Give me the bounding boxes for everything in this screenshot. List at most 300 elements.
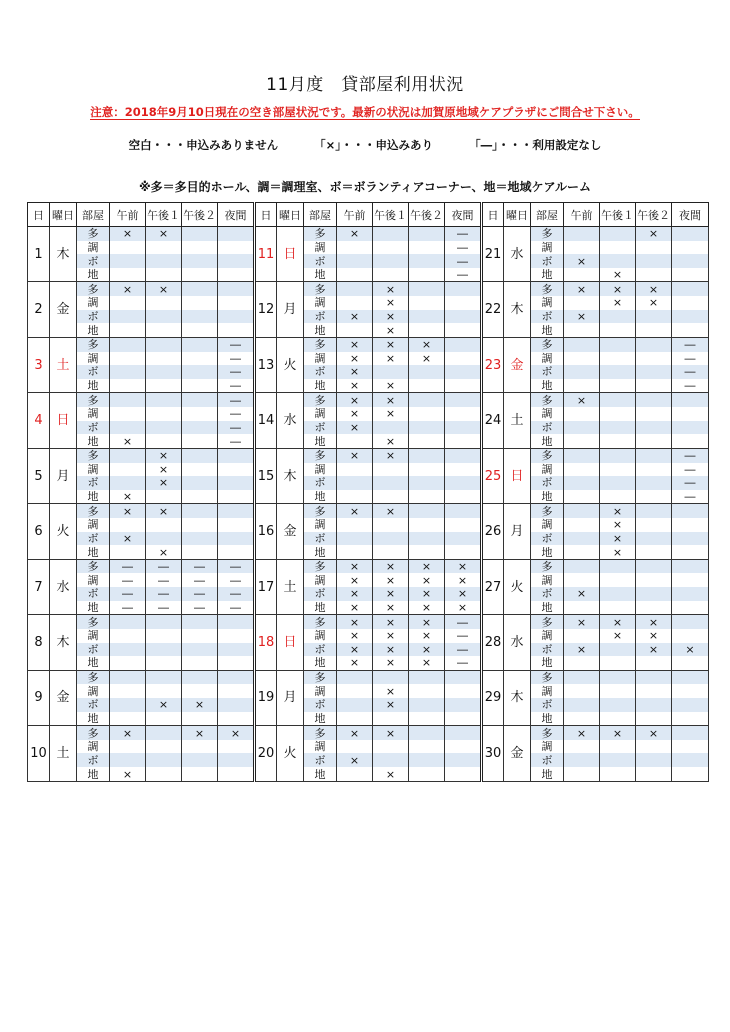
slot-night: ― bbox=[218, 573, 255, 587]
slot-afternoon-1 bbox=[146, 670, 182, 684]
header-afternoon-1: 午後１ bbox=[373, 203, 409, 227]
slot-night bbox=[218, 545, 255, 559]
room-label: 調 bbox=[77, 740, 110, 754]
room-label: ボ bbox=[531, 587, 564, 601]
slot-afternoon-1: × bbox=[373, 656, 409, 670]
room-label: ボ bbox=[531, 698, 564, 712]
slot-night bbox=[672, 615, 709, 629]
slot-afternoon-2 bbox=[409, 740, 445, 754]
table-row bbox=[28, 421, 709, 435]
room-label: 地 bbox=[77, 268, 110, 282]
slot-night: × bbox=[445, 573, 482, 587]
slot-afternoon-2 bbox=[182, 352, 218, 366]
slot-afternoon-2 bbox=[182, 629, 218, 643]
slot-morning bbox=[110, 310, 146, 324]
slot-night bbox=[672, 434, 709, 448]
weekday: 日 bbox=[277, 615, 304, 670]
slot-night bbox=[672, 296, 709, 310]
slot-night bbox=[672, 518, 709, 532]
slot-morning bbox=[564, 296, 600, 310]
slot-night bbox=[672, 323, 709, 337]
slot-afternoon-2: × bbox=[409, 559, 445, 573]
slot-morning: × bbox=[564, 393, 600, 407]
slot-afternoon-2 bbox=[636, 421, 672, 435]
slot-night bbox=[445, 767, 482, 781]
slot-afternoon-2 bbox=[409, 490, 445, 504]
slot-night bbox=[672, 227, 709, 241]
room-label: 地 bbox=[77, 656, 110, 670]
room-label: 地 bbox=[304, 323, 337, 337]
room-label: ボ bbox=[531, 476, 564, 490]
room-label: 調 bbox=[531, 241, 564, 255]
slot-morning bbox=[564, 490, 600, 504]
room-label: 調 bbox=[304, 740, 337, 754]
day-number: 4 bbox=[28, 393, 50, 448]
slot-night: ― bbox=[218, 601, 255, 615]
slot-night bbox=[218, 643, 255, 657]
slot-night bbox=[445, 352, 482, 366]
slot-night: ― bbox=[218, 365, 255, 379]
slot-night: × bbox=[445, 559, 482, 573]
room-label: 調 bbox=[531, 463, 564, 477]
slot-afternoon-1 bbox=[146, 407, 182, 421]
slot-afternoon-2 bbox=[409, 365, 445, 379]
room-label: 調 bbox=[304, 518, 337, 532]
day-number: 9 bbox=[28, 670, 50, 725]
slot-night bbox=[672, 532, 709, 546]
slot-night bbox=[672, 407, 709, 421]
slot-afternoon-1 bbox=[146, 365, 182, 379]
slot-afternoon-1 bbox=[600, 643, 636, 657]
slot-afternoon-1: × bbox=[373, 643, 409, 657]
slot-afternoon-2: ― bbox=[182, 573, 218, 587]
day-number: 20 bbox=[255, 726, 277, 782]
slot-afternoon-1 bbox=[373, 670, 409, 684]
slot-morning bbox=[110, 643, 146, 657]
slot-night bbox=[672, 254, 709, 268]
slot-afternoon-2 bbox=[636, 670, 672, 684]
slot-afternoon-1 bbox=[146, 615, 182, 629]
slot-night bbox=[445, 712, 482, 726]
slot-morning: × bbox=[337, 601, 373, 615]
slot-night bbox=[445, 532, 482, 546]
slot-morning bbox=[110, 268, 146, 282]
slot-morning: × bbox=[110, 434, 146, 448]
slot-night: ― bbox=[445, 241, 482, 255]
slot-morning: × bbox=[110, 726, 146, 740]
slot-night bbox=[218, 753, 255, 767]
room-label: ボ bbox=[304, 587, 337, 601]
slot-afternoon-1: × bbox=[373, 407, 409, 421]
slot-night: × bbox=[672, 643, 709, 657]
room-label: 多 bbox=[77, 726, 110, 740]
slot-morning bbox=[564, 227, 600, 241]
slot-night bbox=[218, 227, 255, 241]
slot-afternoon-2: × bbox=[636, 643, 672, 657]
slot-afternoon-2 bbox=[636, 393, 672, 407]
slot-afternoon-1: × bbox=[600, 268, 636, 282]
slot-night bbox=[445, 407, 482, 421]
slot-afternoon-1: × bbox=[373, 601, 409, 615]
slot-night bbox=[218, 684, 255, 698]
slot-night: × bbox=[218, 726, 255, 740]
slot-afternoon-1: ― bbox=[146, 601, 182, 615]
slot-afternoon-2 bbox=[182, 643, 218, 657]
slot-morning: × bbox=[337, 227, 373, 241]
header-morning: 午前 bbox=[337, 203, 373, 227]
slot-morning bbox=[564, 434, 600, 448]
slot-afternoon-1 bbox=[146, 490, 182, 504]
slot-morning: × bbox=[564, 282, 600, 296]
room-label: 調 bbox=[531, 740, 564, 754]
room-label: 多 bbox=[531, 726, 564, 740]
slot-afternoon-1 bbox=[146, 726, 182, 740]
slot-afternoon-2: × bbox=[409, 352, 445, 366]
room-label: 地 bbox=[531, 490, 564, 504]
table-row bbox=[28, 698, 709, 712]
slot-night bbox=[445, 434, 482, 448]
slot-afternoon-1 bbox=[146, 684, 182, 698]
slot-afternoon-1 bbox=[600, 310, 636, 324]
room-label: 調 bbox=[77, 518, 110, 532]
weekday: 月 bbox=[50, 448, 77, 503]
room-label: 多 bbox=[531, 282, 564, 296]
room-label: ボ bbox=[304, 254, 337, 268]
slot-morning: × bbox=[337, 379, 373, 393]
slot-morning: × bbox=[337, 448, 373, 462]
slot-afternoon-1: × bbox=[373, 573, 409, 587]
slot-afternoon-1: × bbox=[146, 227, 182, 241]
room-label: 多 bbox=[77, 393, 110, 407]
slot-morning: ― bbox=[110, 559, 146, 573]
slot-night bbox=[672, 310, 709, 324]
slot-night: ― bbox=[218, 559, 255, 573]
room-label: ボ bbox=[304, 753, 337, 767]
slot-afternoon-2: × bbox=[409, 656, 445, 670]
slot-afternoon-2 bbox=[636, 545, 672, 559]
slot-morning bbox=[564, 365, 600, 379]
header-weekday: 曜日 bbox=[277, 203, 304, 227]
room-label: 多 bbox=[77, 282, 110, 296]
slot-afternoon-2 bbox=[409, 712, 445, 726]
slot-morning bbox=[564, 698, 600, 712]
table-row bbox=[28, 282, 709, 296]
slot-afternoon-2 bbox=[636, 559, 672, 573]
room-label: 地 bbox=[304, 545, 337, 559]
slot-afternoon-2 bbox=[636, 379, 672, 393]
slot-morning: × bbox=[337, 629, 373, 643]
slot-afternoon-2 bbox=[409, 323, 445, 337]
slot-afternoon-2 bbox=[409, 282, 445, 296]
table-row bbox=[28, 296, 709, 310]
slot-night bbox=[218, 656, 255, 670]
room-label: 地 bbox=[304, 601, 337, 615]
room-label: 調 bbox=[304, 684, 337, 698]
day-number: 29 bbox=[482, 670, 504, 725]
weekday: 火 bbox=[504, 559, 531, 614]
table-row bbox=[28, 587, 709, 601]
room-label: ボ bbox=[531, 310, 564, 324]
slot-morning bbox=[110, 740, 146, 754]
slot-afternoon-2: ― bbox=[182, 587, 218, 601]
slot-night: ― bbox=[445, 643, 482, 657]
slot-afternoon-2: × bbox=[409, 573, 445, 587]
slot-afternoon-1 bbox=[600, 241, 636, 255]
slot-night bbox=[672, 753, 709, 767]
slot-morning: × bbox=[337, 726, 373, 740]
slot-night bbox=[445, 296, 482, 310]
slot-morning: × bbox=[564, 726, 600, 740]
slot-morning bbox=[110, 629, 146, 643]
weekday: 水 bbox=[504, 615, 531, 670]
slot-morning bbox=[337, 518, 373, 532]
slot-afternoon-1 bbox=[600, 601, 636, 615]
slot-morning: × bbox=[337, 656, 373, 670]
slot-morning: × bbox=[110, 532, 146, 546]
header-weekday: 曜日 bbox=[504, 203, 531, 227]
slot-night bbox=[672, 573, 709, 587]
table-row bbox=[28, 241, 709, 255]
slot-night bbox=[445, 448, 482, 462]
room-label: 地 bbox=[531, 323, 564, 337]
slot-afternoon-2 bbox=[182, 227, 218, 241]
day-number: 25 bbox=[482, 448, 504, 503]
slot-morning: ― bbox=[110, 601, 146, 615]
slot-afternoon-2: × bbox=[636, 227, 672, 241]
slot-night bbox=[672, 545, 709, 559]
day-number: 2 bbox=[28, 282, 50, 337]
slot-afternoon-1: × bbox=[600, 504, 636, 518]
slot-night: ― bbox=[672, 490, 709, 504]
slot-afternoon-1 bbox=[146, 629, 182, 643]
slot-morning bbox=[564, 767, 600, 781]
slot-morning: × bbox=[337, 407, 373, 421]
day-number: 28 bbox=[482, 615, 504, 670]
room-label: ボ bbox=[531, 643, 564, 657]
slot-afternoon-1 bbox=[600, 573, 636, 587]
slot-morning: × bbox=[337, 352, 373, 366]
slot-afternoon-2 bbox=[636, 365, 672, 379]
slot-morning bbox=[337, 545, 373, 559]
slot-afternoon-2 bbox=[182, 296, 218, 310]
room-label: ボ bbox=[77, 476, 110, 490]
room-label: ボ bbox=[304, 532, 337, 546]
room-label: 地 bbox=[531, 268, 564, 282]
header-afternoon-2: 午後２ bbox=[409, 203, 445, 227]
slot-night bbox=[672, 740, 709, 754]
room-label: 地 bbox=[77, 601, 110, 615]
slot-morning: × bbox=[110, 490, 146, 504]
room-label: 調 bbox=[77, 241, 110, 255]
slot-afternoon-2: × bbox=[636, 296, 672, 310]
slot-night: ― bbox=[218, 434, 255, 448]
slot-morning bbox=[110, 421, 146, 435]
slot-night bbox=[218, 490, 255, 504]
room-label: 調 bbox=[77, 573, 110, 587]
slot-morning bbox=[564, 379, 600, 393]
room-label: 調 bbox=[531, 296, 564, 310]
slot-afternoon-2 bbox=[409, 227, 445, 241]
slot-afternoon-1 bbox=[146, 241, 182, 255]
slot-morning bbox=[110, 670, 146, 684]
slot-morning: × bbox=[337, 393, 373, 407]
slot-afternoon-1 bbox=[600, 490, 636, 504]
slot-night: ― bbox=[445, 629, 482, 643]
slot-morning bbox=[110, 241, 146, 255]
slot-afternoon-2 bbox=[409, 268, 445, 282]
slot-afternoon-1 bbox=[373, 545, 409, 559]
room-label: 多 bbox=[304, 448, 337, 462]
slot-morning bbox=[110, 518, 146, 532]
slot-afternoon-2 bbox=[182, 310, 218, 324]
header-afternoon-2: 午後２ bbox=[636, 203, 672, 227]
day-number: 18 bbox=[255, 615, 277, 670]
room-label: 調 bbox=[304, 629, 337, 643]
slot-afternoon-1 bbox=[373, 463, 409, 477]
weekday: 金 bbox=[504, 337, 531, 392]
day-number: 22 bbox=[482, 282, 504, 337]
room-label: ボ bbox=[77, 254, 110, 268]
room-label: 多 bbox=[77, 504, 110, 518]
slot-morning bbox=[564, 463, 600, 477]
slot-afternoon-2: × bbox=[409, 629, 445, 643]
slot-afternoon-2 bbox=[636, 740, 672, 754]
room-label: 多 bbox=[304, 670, 337, 684]
slot-afternoon-1: × bbox=[146, 504, 182, 518]
slot-afternoon-1 bbox=[146, 643, 182, 657]
slot-afternoon-1: ― bbox=[146, 587, 182, 601]
room-label: 調 bbox=[531, 629, 564, 643]
slot-afternoon-2 bbox=[409, 767, 445, 781]
slot-morning: × bbox=[337, 753, 373, 767]
slot-afternoon-2: × bbox=[409, 601, 445, 615]
slot-afternoon-1: × bbox=[373, 448, 409, 462]
slot-afternoon-2 bbox=[636, 352, 672, 366]
slot-afternoon-2 bbox=[636, 684, 672, 698]
slot-night bbox=[218, 268, 255, 282]
slot-morning: × bbox=[337, 573, 373, 587]
slot-afternoon-2 bbox=[409, 421, 445, 435]
slot-morning bbox=[564, 323, 600, 337]
day-number: 17 bbox=[255, 559, 277, 614]
day-number: 16 bbox=[255, 504, 277, 559]
room-label: ボ bbox=[77, 643, 110, 657]
slot-morning: ― bbox=[110, 573, 146, 587]
room-label: 多 bbox=[77, 670, 110, 684]
header-night: 夜間 bbox=[672, 203, 709, 227]
slot-night bbox=[218, 296, 255, 310]
day-number: 12 bbox=[255, 282, 277, 337]
slot-morning: × bbox=[337, 310, 373, 324]
room-label: 調 bbox=[77, 296, 110, 310]
slot-night bbox=[218, 282, 255, 296]
room-label: 調 bbox=[531, 352, 564, 366]
day-number: 13 bbox=[255, 337, 277, 392]
room-label: ボ bbox=[77, 532, 110, 546]
slot-night bbox=[672, 504, 709, 518]
availability-table bbox=[27, 202, 709, 782]
slot-night bbox=[445, 726, 482, 740]
page-title: 11月度 貸部屋利用状況 bbox=[266, 75, 464, 95]
slot-night: ― bbox=[445, 656, 482, 670]
slot-morning bbox=[564, 545, 600, 559]
room-label: 調 bbox=[304, 463, 337, 477]
slot-night bbox=[672, 282, 709, 296]
slot-afternoon-1 bbox=[373, 254, 409, 268]
table-row bbox=[28, 615, 709, 629]
weekday: 土 bbox=[504, 393, 531, 448]
slot-morning bbox=[337, 463, 373, 477]
slot-night bbox=[445, 753, 482, 767]
slot-afternoon-1 bbox=[146, 712, 182, 726]
table-row bbox=[28, 740, 709, 754]
notice-label: 注意：2018年9月10日現在の空き部屋状況です。最新の状況は加賀原地域ケアプラザにご問合せ下さい。 bbox=[90, 105, 640, 119]
slot-afternoon-2 bbox=[636, 767, 672, 781]
slot-afternoon-1: × bbox=[600, 545, 636, 559]
slot-afternoon-1 bbox=[146, 753, 182, 767]
slot-morning bbox=[337, 268, 373, 282]
slot-afternoon-1: × bbox=[146, 476, 182, 490]
table-row bbox=[28, 448, 709, 462]
slot-afternoon-1 bbox=[600, 463, 636, 477]
table-row bbox=[28, 268, 709, 282]
slot-morning: × bbox=[337, 504, 373, 518]
slot-morning bbox=[564, 448, 600, 462]
slot-afternoon-2 bbox=[636, 504, 672, 518]
table-row bbox=[28, 504, 709, 518]
slot-afternoon-1 bbox=[373, 241, 409, 255]
room-label: ボ bbox=[531, 365, 564, 379]
slot-afternoon-1: × bbox=[146, 463, 182, 477]
slot-night bbox=[672, 656, 709, 670]
slot-night: × bbox=[445, 587, 482, 601]
table-row bbox=[28, 434, 709, 448]
slot-afternoon-1 bbox=[373, 712, 409, 726]
slot-afternoon-2: × bbox=[409, 615, 445, 629]
weekday: 月 bbox=[277, 282, 304, 337]
table-row bbox=[28, 476, 709, 490]
slot-morning bbox=[337, 254, 373, 268]
slot-afternoon-2 bbox=[636, 490, 672, 504]
slot-night bbox=[218, 254, 255, 268]
slot-night bbox=[445, 379, 482, 393]
room-label: 調 bbox=[531, 573, 564, 587]
slot-night bbox=[672, 421, 709, 435]
room-label: 調 bbox=[77, 684, 110, 698]
slot-night bbox=[218, 476, 255, 490]
day-number: 14 bbox=[255, 393, 277, 448]
slot-afternoon-2 bbox=[182, 532, 218, 546]
slot-afternoon-2 bbox=[409, 504, 445, 518]
slot-afternoon-2 bbox=[182, 407, 218, 421]
slot-night bbox=[445, 545, 482, 559]
room-label: 多 bbox=[304, 282, 337, 296]
slot-afternoon-1 bbox=[146, 532, 182, 546]
slot-morning bbox=[110, 352, 146, 366]
room-label: ボ bbox=[77, 587, 110, 601]
slot-afternoon-2 bbox=[182, 268, 218, 282]
slot-afternoon-1: ― bbox=[146, 559, 182, 573]
header-morning: 午前 bbox=[110, 203, 146, 227]
room-label: 多 bbox=[304, 726, 337, 740]
slot-afternoon-1: × bbox=[373, 559, 409, 573]
slot-afternoon-2: × bbox=[182, 726, 218, 740]
slot-morning bbox=[337, 532, 373, 546]
slot-night: ― bbox=[218, 352, 255, 366]
header-afternoon-1: 午後１ bbox=[146, 203, 182, 227]
slot-morning bbox=[110, 656, 146, 670]
slot-afternoon-2 bbox=[636, 337, 672, 351]
